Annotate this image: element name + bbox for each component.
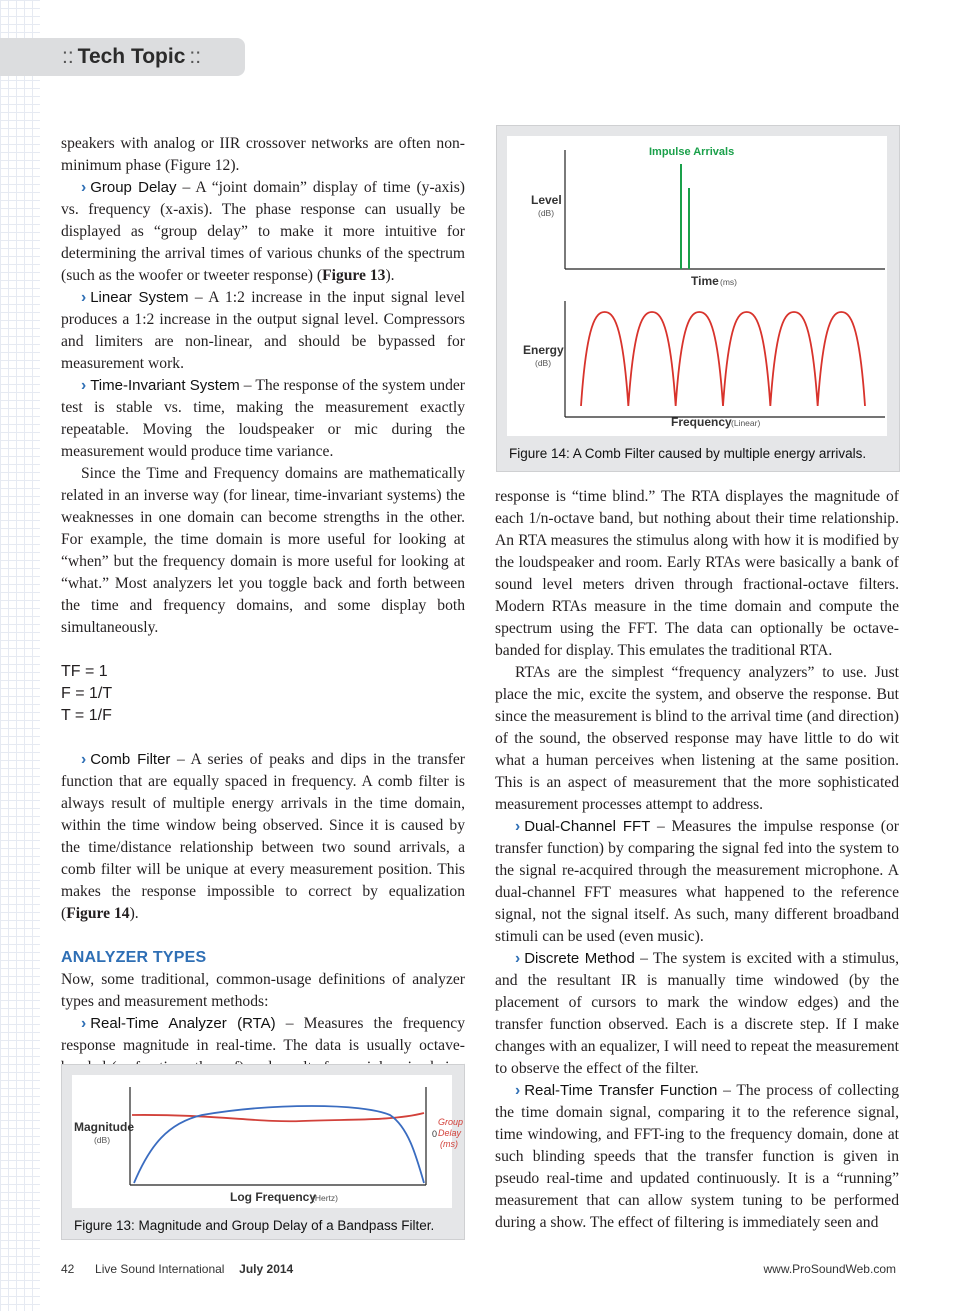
chevron-icon: ›	[515, 818, 521, 835]
figure-14-svg	[507, 136, 887, 436]
term-discrete: Discrete Method	[524, 950, 635, 967]
impulse-arrivals	[681, 164, 689, 269]
fig13-y-label: Magnitude	[74, 1120, 134, 1134]
figure-14-plot	[507, 136, 887, 436]
figure-14-caption: Figure 14: A Comb Filter caused by multiple energy arrivals.	[509, 446, 867, 461]
chevron-icon: ›	[515, 950, 521, 967]
term-linear-system: Linear System	[90, 289, 189, 306]
fig13-right-label-2: Delay	[438, 1128, 462, 1138]
chevron-icon: ›	[81, 1015, 87, 1032]
paragraph-intro: speakers with analog or IIR crossover networks are often non-minimum phase (Figure 12).	[61, 135, 465, 174]
fig14-bottom-x-unit: (Linear)	[731, 418, 761, 428]
footer-left	[61, 1262, 293, 1276]
fig14-bottom-y-label: Energy	[523, 343, 564, 357]
left-column	[61, 133, 465, 1101]
fig13-y-unit: (dB)	[93, 1135, 111, 1145]
fig14-top-x-label: Time	[691, 274, 719, 288]
definition-rttf	[495, 1080, 899, 1234]
colons-left: ::	[62, 45, 74, 68]
definition-text: – Measures the frequency response magnitude in real-time. The data is usually octave-	[61, 1015, 465, 1054]
definition-text: – The response of the system under test is stable vs. time, making the measurement exactly repeatable. Moving the loudspeaker or mic during the measurement would produce time variance.	[61, 377, 465, 460]
comb-filter-curve	[581, 312, 865, 406]
figure-reference: Figure 14	[66, 905, 130, 922]
paragraph-rta-cont: response is “time blind.” The RTA displayes the magnitude of each 1/n-octave band, but nothing about their time relationship. An RTA measures the stimulus along with how it is modified by the loudspeaker and room. Early RTAs were basically a bank of sound level meters driven through fractional-octave filters. Modern RTAs measure in the time domain and compute the spectrum using the FFT. The data can optionally be octave-banded for display. This emulates the traditional RTA.	[495, 488, 899, 659]
definition-discrete	[495, 948, 899, 1080]
comb-lobes	[581, 312, 865, 406]
section-tab	[0, 38, 245, 76]
chevron-icon: ›	[515, 1082, 521, 1099]
fig14-top-title: Impulse Arrivals	[649, 146, 735, 158]
margin-grid	[0, 0, 40, 1311]
issue-date: July 2014	[239, 1262, 294, 1276]
group-delay-curve	[132, 1113, 424, 1121]
publication-name: Live Sound International	[95, 1262, 225, 1276]
chevron-icon: ›	[81, 751, 87, 768]
fig13-zero-label: 0	[432, 1129, 438, 1139]
equation-t: T = 1/F	[61, 707, 112, 724]
fig14-bottom-x-label: Frequency	[671, 415, 732, 429]
fig14-bottom-y-unit: (dB)	[535, 358, 552, 368]
chevron-icon: ›	[81, 289, 87, 306]
definition-dual-channel	[495, 816, 899, 948]
figure-14	[496, 125, 900, 472]
definition-time-invariant	[61, 375, 465, 463]
term-comb-filter: Comb Filter	[90, 751, 171, 768]
definition-text: – The system is excited with a stimulus, and the resultant IR is manually time windowed (by the placement of cursors to mark the window edges) and the transfer function observed. Each is a discrete step. If I make changes with an equalizer, I will need to repeat the measurement to observe the effect of the filter.	[495, 950, 899, 1077]
definition-text: – A 1:2 increase in the input signal level produces a 1:2 increase in the output signal level. Compressors and limiters are non-linear, and should be bypassed for measurement work.	[61, 289, 466, 372]
section-heading: ANALYZER TYPES	[61, 949, 207, 966]
definition-linear-system	[61, 287, 465, 375]
right-column	[495, 486, 899, 1234]
fig13-x-label: Log Frequency	[230, 1190, 317, 1204]
fig13-x-unit: (Hertz)	[312, 1193, 338, 1203]
chevron-icon: ›	[81, 179, 87, 196]
term-group-delay: Group Delay	[90, 179, 177, 196]
figure-13-caption: Figure 13: Magnitude and Group Delay of a Bandpass Filter.	[74, 1218, 435, 1233]
figure-13-svg	[72, 1075, 464, 1208]
term-rta: Real-Time Analyzer (RTA)	[90, 1015, 276, 1032]
figure-13	[61, 1064, 465, 1240]
definition-group-delay	[61, 177, 465, 287]
fig13-right-label-1: Group	[438, 1117, 464, 1127]
magnitude-curve	[134, 1106, 424, 1183]
definition-text: – The process of collecting the time domain signal, comparing it to the reference signal, time windowing, and FFT-ing to the frequency domain, done at such blinding speeds that the transfer function is given in pseudo real-time and updated continuously. It is a “running” measurement that can allow system tuning to be performed during a show. The effect of filtering is immediately seen and	[495, 1082, 899, 1231]
paragraph-rtas: RTAs are the simplest “frequency analyzers” to use. Just place the mic, excite the system, and observe the response. But since the measurement is blind to the arrival time (and direction) of the sound, the observed response may have little to do wit what a human perceives when listening at the same position. This is an aspect of measurement that the more sophisticated measurement processes attempt to address.	[495, 664, 899, 813]
fig14-top-y-unit: (dB)	[538, 208, 555, 218]
paragraph-domains: Since the Time and Frequency domains are mathematically related in an inverse way (for linear, time-invariant systems) the weaknesses in one domain can become strengths in the other. For example, the time domain is more useful for looking at “when” but the frequency domain is more useful for looking at “what.” Most analyzers let you toggle back and forth between the time and frequency domains, and some display both simultaneously.	[61, 465, 465, 636]
figure-13-plot	[72, 1075, 464, 1208]
page-number: 42	[61, 1262, 75, 1276]
fig14-top-y-label: Level	[531, 193, 562, 207]
paragraph-types: Now, some traditional, common-usage definitions of analyzer types and measurement methods:	[61, 971, 465, 1010]
definition-text: – A “joint domain” display of time (y-axis) vs. frequency (x-axis). The phase response can usually be displayed as “group delay” to make it more intuitive for determining the arrival times of various chunks of the spectrum (such as the woofer or tweeter response) (	[61, 179, 465, 284]
definition-end: ).	[129, 905, 139, 922]
equation-tf: TF = 1	[61, 663, 108, 680]
footer-website[interactable]: www.ProSoundWeb.com	[763, 1262, 896, 1276]
colons-right: ::	[189, 45, 202, 68]
definition-comb-filter	[61, 749, 465, 925]
definition-text: – A series of peaks and dips in the transfer function that are equally spaced in frequency. A comb filter is always result of multiple energy arrivals in the time domain, within the time window being observed. Since it is caused by the time/distance relationship between two sound arrivals, a comb filter will be unique at every measurement position. This makes the response impossible to correct by equalization (	[61, 751, 465, 922]
equation-f: F = 1/T	[61, 685, 113, 702]
term-time-invariant: Time-Invariant System	[90, 377, 240, 394]
term-rttf: Real-Time Transfer Function	[524, 1082, 718, 1099]
figure-reference: Figure 13	[322, 267, 386, 284]
fig13-right-label-3: (ms)	[440, 1139, 458, 1149]
definition-end: ).	[385, 267, 395, 284]
term-dual-channel: Dual-Channel FFT	[524, 818, 651, 835]
section-title: Tech Topic	[77, 45, 186, 68]
fig14-top-x-unit: (ms)	[720, 277, 737, 287]
definition-text: – Measures the impulse response (or transfer function) by comparing the signal fed into the system to the signal re-acquired through the measurement microphone. A dual-channel FFT measures what happened to the reference signal, not the signal itself. As such, many different broadband stimuli can be used (even music).	[495, 818, 899, 945]
chevron-icon: ›	[81, 377, 87, 394]
